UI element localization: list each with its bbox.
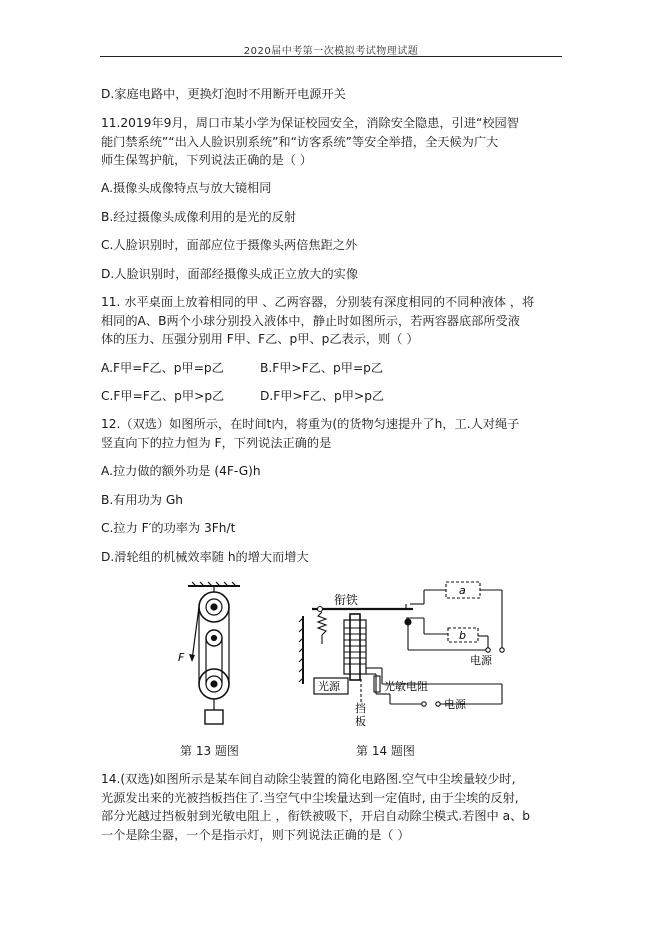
fig14-power-source-2-label: 电源 [444,698,466,711]
q11b-option-d: D.F甲>F乙、p甲>p乙 [260,389,385,403]
q11a-option-c: C.人脸识别时，面部应位于摄像头两倍焦距之外 [101,238,358,252]
q12-stem-line2: 竖直向下的拉力恒为 F，下列说法正确的是 [101,436,332,450]
q12-option-d: D.滑轮组的机械效率随 h的增大而增大 [101,550,309,564]
q11b-stem-line3: 体的压力、压强分别用 F甲、F乙、p甲、p乙表示，则（ ） [101,332,419,346]
q14-stem-line2: 光源发出来的光被挡板挡住了.当空气中尘埃量达到一定值时, 由于尘埃的反射, [101,791,519,805]
fig14-light-source-label: 光源 [318,680,340,693]
fig14-photoresistor-label: 光敏电阻 [384,680,428,693]
header-divider [100,56,562,57]
q11a-option-a: A.摄像头成像特点与放大镜相同 [101,181,272,195]
q12-option-a: A.拉力做的额外功是 (4F-G)h [101,464,261,478]
fig14-baffle-label-1: 挡 [355,702,366,715]
q14-stem-line4: 一个是除尘器，一个是指示灯，则下列说法正确的是（ ） [101,828,410,842]
q11a-stem-line2: 能门禁系统”“出入人脸识别系统”和“访客系统”等安全举措，全天候为广大 [101,135,499,149]
q11a-stem-line1: 11.2019年9月，周口市某小学为保证校园安全，消除安全隐患，引进“校园智 [101,116,519,130]
q11a-option-d: D.人脸识别时，面部经摄像头成正立放大的实像 [101,267,359,281]
fig14-baffle-label-2: 板 [355,715,366,726]
q14-stem-line3: 部分光越过挡板射到光敏电阻上 ，衔铁被吸下，开启自动除尘模式.若图中 a、b [101,809,531,823]
fig13-force-label: F [178,651,185,664]
q11b-stem-line2: 相同的A、B两个小球分别投入液体中，静止时如图所示，若两容器底部所受液 [101,314,520,328]
fig14-armature-label: 衔铁 [334,593,359,607]
q11b-stem-line1: 11. 水平桌面上放着相同的甲 、乙两容器，分别装有深度相同的不同种液体 ，将 [101,295,535,309]
q11b-option-c: C.F甲=F乙、p甲>p乙 [101,389,225,403]
q11b-option-b: B.F甲>F乙、p甲=p乙 [260,361,384,375]
q12-option-c: C.拉力 F′的功率为 3Fh/t [101,521,236,535]
fig13-caption: 第 13 题图 [180,744,239,758]
fig14-device-a-label: a [459,584,466,597]
fig14-power-source-1-label: 电源 [470,654,492,667]
fig14-circuit-diagram [298,576,518,726]
q12-stem-line1: 12.（双选）如图所示，在时间t内，将重为(的货物匀速提升了h，工.人对绳子 [101,417,520,431]
q12-option-b: B.有用功为 Gh [101,493,184,507]
fig14-caption: 第 14 题图 [356,744,415,758]
q11a-stem-line3: 师生保驾护航，下列说法正确的是（ ） [101,153,313,167]
fig13-pulley-diagram [170,580,250,730]
q10-option-d: D.家庭电路中，更换灯泡时不用断开电源开关 [101,87,346,101]
fig14-device-b-label: b [459,629,466,642]
page-header-title: 2020届中考第一次模拟考试物理试题 [243,46,419,57]
q11a-option-b: B.经过摄像头成像利用的是光的反射 [101,210,297,224]
q14-stem-line1: 14.(双选)如图所示是某车间自动除尘装置的简化电路图.空气中尘埃量较少时, [101,772,516,786]
q11b-option-a: A.F甲=F乙、p甲=p乙 [101,361,224,375]
